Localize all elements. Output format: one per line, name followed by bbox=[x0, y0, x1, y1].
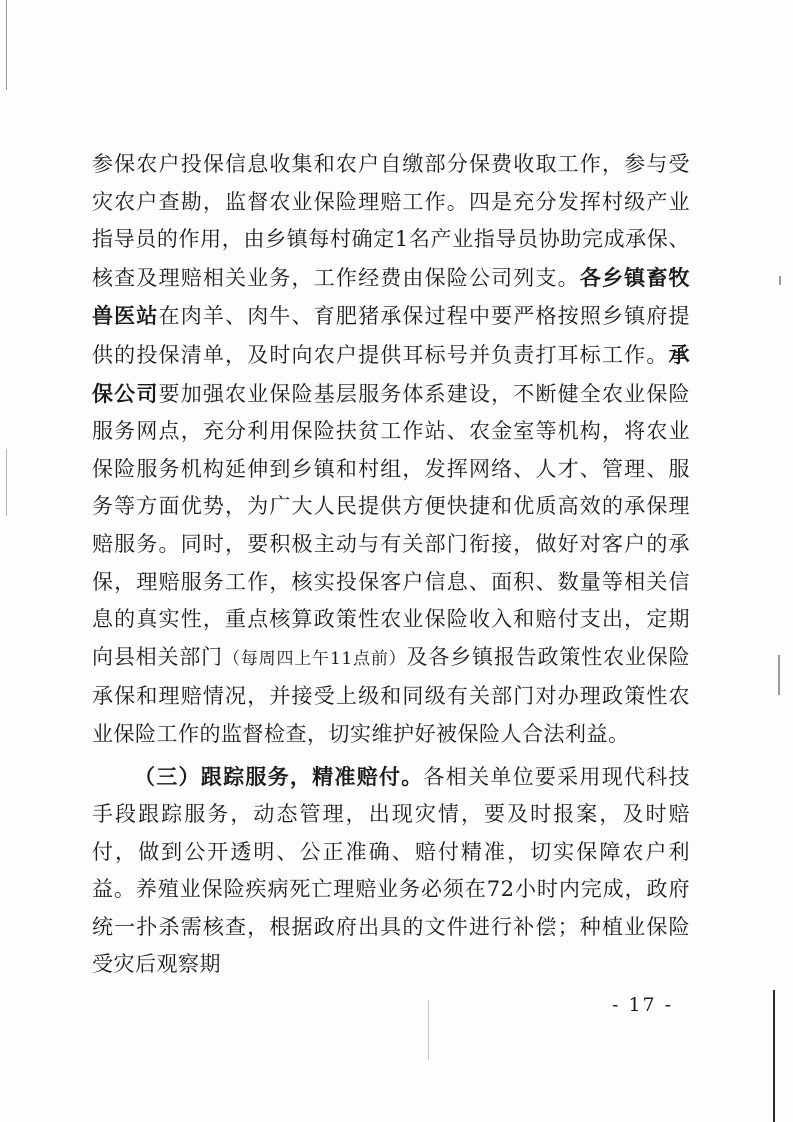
scan-mark bbox=[428, 1000, 429, 1060]
scan-edge-left bbox=[6, 0, 7, 1122]
paragraph-1-text-3: 要加强农业保险基层服务体系建设，不断健全农业保险服务网点，充分利用保险扶贫工作站、农金室等机构，将农业保险服务机构延伸到乡镇和村组，发挥网络、人才、管理、服务等方面优势，为广大人民提供方便快捷和优质高效的承保理赔服务。同时，要积极主动与有关部门衔接，做好对客户的承保，理赔服务工作，核实投保客户信息、面积、数量等相关信息的真实性，重点核算政策性农业保险收入和赔付支出，定期向县相关部门 bbox=[92, 381, 691, 669]
paragraph-1-bold-vet-station: 各乡镇畜牧兽医站 bbox=[92, 264, 691, 329]
paragraph-1-text-2: 在肉羊、肉牛、育肥猪承保过程中要严格按照乡镇府提供的投保清单，及时向农户提供耳标号并负责打耳标工作。 bbox=[92, 304, 691, 367]
page-number: - 17 - bbox=[612, 994, 674, 1016]
scan-mark bbox=[779, 276, 781, 285]
paragraph-1-text-4: 及各乡镇报告政策性农业保险承保和理赔情况，并接受上级和同级有关部门对办理政策性农业保险工作的监督检查，切实维护好被保险人合法利益。 bbox=[92, 644, 691, 746]
scan-edge-right bbox=[773, 990, 775, 1122]
paragraph-1-bold-insurer: 承保公司 bbox=[92, 341, 690, 406]
paragraph-1-text-1: 参保农户投保信息收集和农户自缴部分保费收取工作，参与受灾农户查勘，监督农业保险理赔工作。四是充分发挥村级产业指导员的作用，由乡镇每村确定1名产业指导员协助完成承保、核查及理赔相关业务，工作经费由保险公司列支。 bbox=[92, 152, 690, 290]
section-heading: （三）跟踪服务，精准赔付。 bbox=[134, 763, 424, 789]
paragraph-2-text: 各相关单位要采用现代科技手段跟踪服务，动态管理，出现灾情，要及时报案，及时赔付，做到公开透明、公正准确、赔付精准，切实保障农户利益。养殖业保险疾病死亡理赔业务必须在72小时内完成，政府统一扑杀需核查，根据政府出具的文件进行补偿；种植业保险受灾后观察期 bbox=[92, 764, 691, 977]
paragraph-1 bbox=[92, 146, 690, 754]
paragraph-1-deadline-note: （每周四上午11点前） bbox=[223, 648, 407, 669]
paragraph-2 bbox=[92, 758, 690, 985]
page-body bbox=[92, 146, 690, 984]
scan-mark bbox=[778, 655, 780, 695]
